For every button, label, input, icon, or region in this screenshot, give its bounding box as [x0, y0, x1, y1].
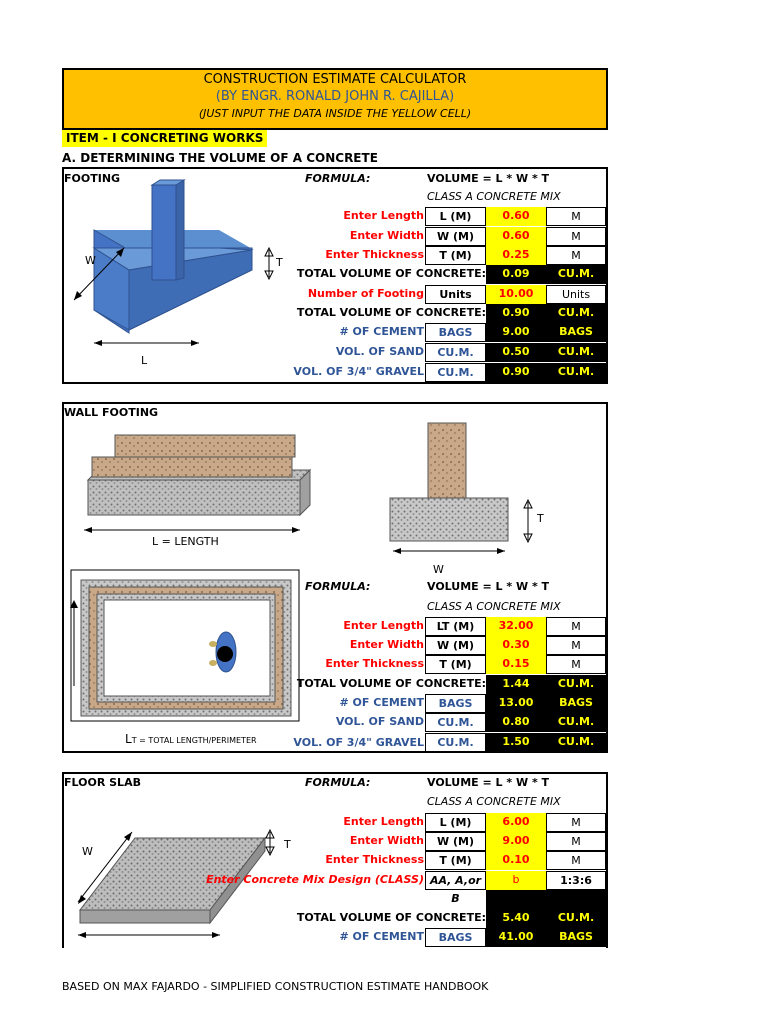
wall-thickness-input[interactable]: 0.15: [486, 655, 546, 674]
footing-dim-l: L: [141, 354, 148, 367]
wall-total-unit: CU.M.: [546, 675, 606, 694]
slab-width-code: W (M): [425, 832, 486, 851]
wall-width-input[interactable]: 0.30: [486, 636, 546, 655]
footing-width-label: Enter Width: [349, 229, 424, 242]
wall-lt-main: L: [125, 732, 132, 746]
footing-title: FOOTING: [64, 172, 121, 185]
wall-length-code: LT (M): [425, 617, 486, 636]
wall-cement-label: # OF CEMENT: [339, 696, 424, 709]
wall-width-code: W (M): [425, 636, 486, 655]
slab-thickness-unit: M: [546, 851, 606, 870]
item-label: ITEM - I CONCRETING WORKS: [62, 130, 267, 147]
wall-thickness-label: Enter Thickness: [325, 657, 424, 670]
footing-cement-label: # OF CEMENT: [339, 325, 424, 338]
footing-cement-code: BAGS: [425, 323, 486, 342]
wall-length-input[interactable]: 32.00: [486, 617, 546, 636]
slab-dim-w: W: [82, 845, 93, 858]
footing-num-input[interactable]: 10.00: [486, 285, 546, 304]
footing-dim-w: W: [85, 254, 96, 267]
wall-cement-unit: BAGS: [546, 694, 606, 713]
wall-plan-illustration: [64, 566, 309, 736]
wall-sand-unit: CU.M.: [546, 713, 606, 732]
footing-gravel-unit: CU.M.: [546, 363, 606, 382]
footing-illustration: [64, 170, 294, 380]
footing-num-code: Units: [425, 285, 486, 304]
section-title: A. DETERMINING THE VOLUME OF A CONCRETE: [62, 151, 378, 165]
slab-thickness-label: Enter Thickness: [325, 853, 424, 866]
wall-gravel-value: 1.50: [486, 733, 546, 752]
wall-width-unit: M: [546, 636, 606, 655]
wall-thickness-code: T (M): [425, 655, 486, 674]
wall-gravel-unit: CU.M.: [546, 733, 606, 752]
wall-footing-title: WALL FOOTING: [64, 406, 159, 419]
wall-sand-code: CU.M.: [425, 713, 486, 732]
slab-length-code: L (M): [425, 813, 486, 832]
wall-mix: CLASS A CONCRETE MIX: [427, 600, 561, 613]
wall-lt-sub: T: [131, 736, 137, 745]
slab-total-unit: CU.M.: [546, 909, 606, 928]
slab-dim-t: T: [284, 838, 291, 851]
wall-footing-illustration: [80, 425, 320, 535]
footing-width-unit: M: [546, 227, 606, 246]
footing-num-unit: Units: [546, 285, 606, 304]
wall-total-value: 1.44: [486, 675, 546, 694]
footing-cement-value: 9.00: [486, 323, 546, 342]
wall-dim-t: T: [537, 512, 544, 525]
wall-sand-label: VOL. OF SAND: [335, 715, 424, 728]
footing-mix: CLASS A CONCRETE MIX: [427, 190, 561, 203]
wall-total-label: TOTAL VOLUME OF CONCRETE:: [296, 677, 486, 690]
slab-formula: VOLUME = L * W * T: [427, 776, 550, 789]
footing-length-unit: M: [546, 207, 606, 226]
header-banner: [62, 68, 608, 130]
wall-length-caption: L = LENGTH: [152, 535, 219, 548]
wall-gravel-code: CU.M.: [425, 733, 486, 752]
slab-thickness-code: T (M): [425, 851, 486, 870]
footing-length-input[interactable]: 0.60: [486, 207, 546, 226]
footing-thickness-label: Enter Thickness: [325, 248, 424, 261]
wall-dim-w: W: [433, 563, 444, 576]
footer-note: BASED ON MAX FAJARDO - SIMPLIFIED CONSTRUCTION ESTIMATE HANDBOOK: [62, 980, 489, 993]
wall-lt-caption: [125, 732, 257, 746]
slab-mixdesign-label: Enter Concrete Mix Design (CLASS): [206, 873, 424, 886]
slab-total-value: 5.40: [486, 909, 546, 928]
footing-total1-unit: CU.M.: [546, 265, 606, 284]
slab-width-label: Enter Width: [349, 834, 424, 847]
slab-cement-unit: BAGS: [546, 928, 606, 947]
instruction-line: (JUST INPUT THE DATA INSIDE THE YELLOW CELL): [198, 107, 472, 120]
footing-formula-label: FORMULA:: [305, 172, 371, 185]
footing-total1-label: TOTAL VOLUME OF CONCRETE:: [296, 267, 486, 280]
slab-length-input[interactable]: 6.00: [486, 813, 546, 832]
footing-total2-unit: CU.M.: [546, 304, 606, 323]
footing-width-code: W (M): [425, 227, 486, 246]
footing-gravel-value: 0.90: [486, 363, 546, 382]
footing-formula: VOLUME = L * W * T: [427, 172, 550, 185]
footing-total1-value: 0.09: [486, 265, 546, 284]
footing-total2-value: 0.90: [486, 304, 546, 323]
wall-width-label: Enter Width: [349, 638, 424, 651]
wall-length-unit: M: [546, 617, 606, 636]
wall-cement-code: BAGS: [425, 694, 486, 713]
footing-sand-label: VOL. OF SAND: [335, 345, 424, 358]
slab-mixdesign-input[interactable]: b: [486, 871, 546, 890]
footing-length-label: Enter Length: [343, 209, 424, 222]
footing-gravel-code: CU.M.: [425, 363, 486, 382]
footing-cement-unit: BAGS: [546, 323, 606, 342]
footing-length-code: L (M): [425, 207, 486, 226]
footing-width-input[interactable]: 0.60: [486, 227, 546, 246]
slab-cement-code: BAGS: [425, 928, 486, 947]
slab-width-input[interactable]: 9.00: [486, 832, 546, 851]
slab-spacer-row: [486, 890, 606, 909]
author-line: (BY ENGR. RONALD JOHN R. CAJILLA): [215, 89, 455, 104]
footing-thickness-unit: M: [546, 246, 606, 265]
floor-slab-title: FLOOR SLAB: [64, 776, 141, 789]
slab-thickness-input[interactable]: 0.10: [486, 851, 546, 870]
footing-gravel-label: VOL. OF 3/4" GRAVEL: [293, 365, 424, 378]
slab-cement-label: # OF CEMENT: [339, 930, 424, 943]
slab-cement-value: 41.00: [486, 928, 546, 947]
slab-total-label: TOTAL VOLUME OF CONCRETE:: [296, 911, 486, 924]
footing-num-label: Number of Footing: [307, 287, 424, 300]
footing-dim-t: T: [276, 256, 283, 269]
wall-section-illustration: [385, 420, 555, 570]
footing-total2-label: TOTAL VOLUME OF CONCRETE:: [296, 306, 486, 319]
wall-cement-value: 13.00: [486, 694, 546, 713]
footing-thickness-code: T (M): [425, 246, 486, 265]
wall-formula: VOLUME = L * W * T: [427, 580, 550, 593]
slab-width-unit: M: [546, 832, 606, 851]
slab-mixdesign-ratio: 1:3:6: [546, 871, 606, 890]
footing-thickness-input[interactable]: 0.25: [486, 246, 546, 265]
wall-lt-rest: = TOTAL LENGTH/PERIMETER: [136, 736, 257, 745]
footing-sand-code: CU.M.: [425, 343, 486, 362]
slab-length-label: Enter Length: [343, 815, 424, 828]
footing-sand-value: 0.50: [486, 343, 546, 362]
slab-length-unit: M: [546, 813, 606, 832]
wall-sand-value: 0.80: [486, 713, 546, 732]
wall-length-label: Enter Length: [343, 619, 424, 632]
slab-mixdesign-code: AA, A,or B: [425, 871, 486, 890]
footing-sand-unit: CU.M.: [546, 343, 606, 362]
slab-mix: CLASS A CONCRETE MIX: [427, 795, 561, 808]
slab-formula-label: FORMULA:: [305, 776, 371, 789]
calculator-title: CONSTRUCTION ESTIMATE CALCULATOR: [203, 72, 467, 87]
wall-formula-label: FORMULA:: [305, 580, 371, 593]
wall-thickness-unit: M: [546, 655, 606, 674]
wall-gravel-label: VOL. OF 3/4" GRAVEL: [293, 736, 424, 749]
